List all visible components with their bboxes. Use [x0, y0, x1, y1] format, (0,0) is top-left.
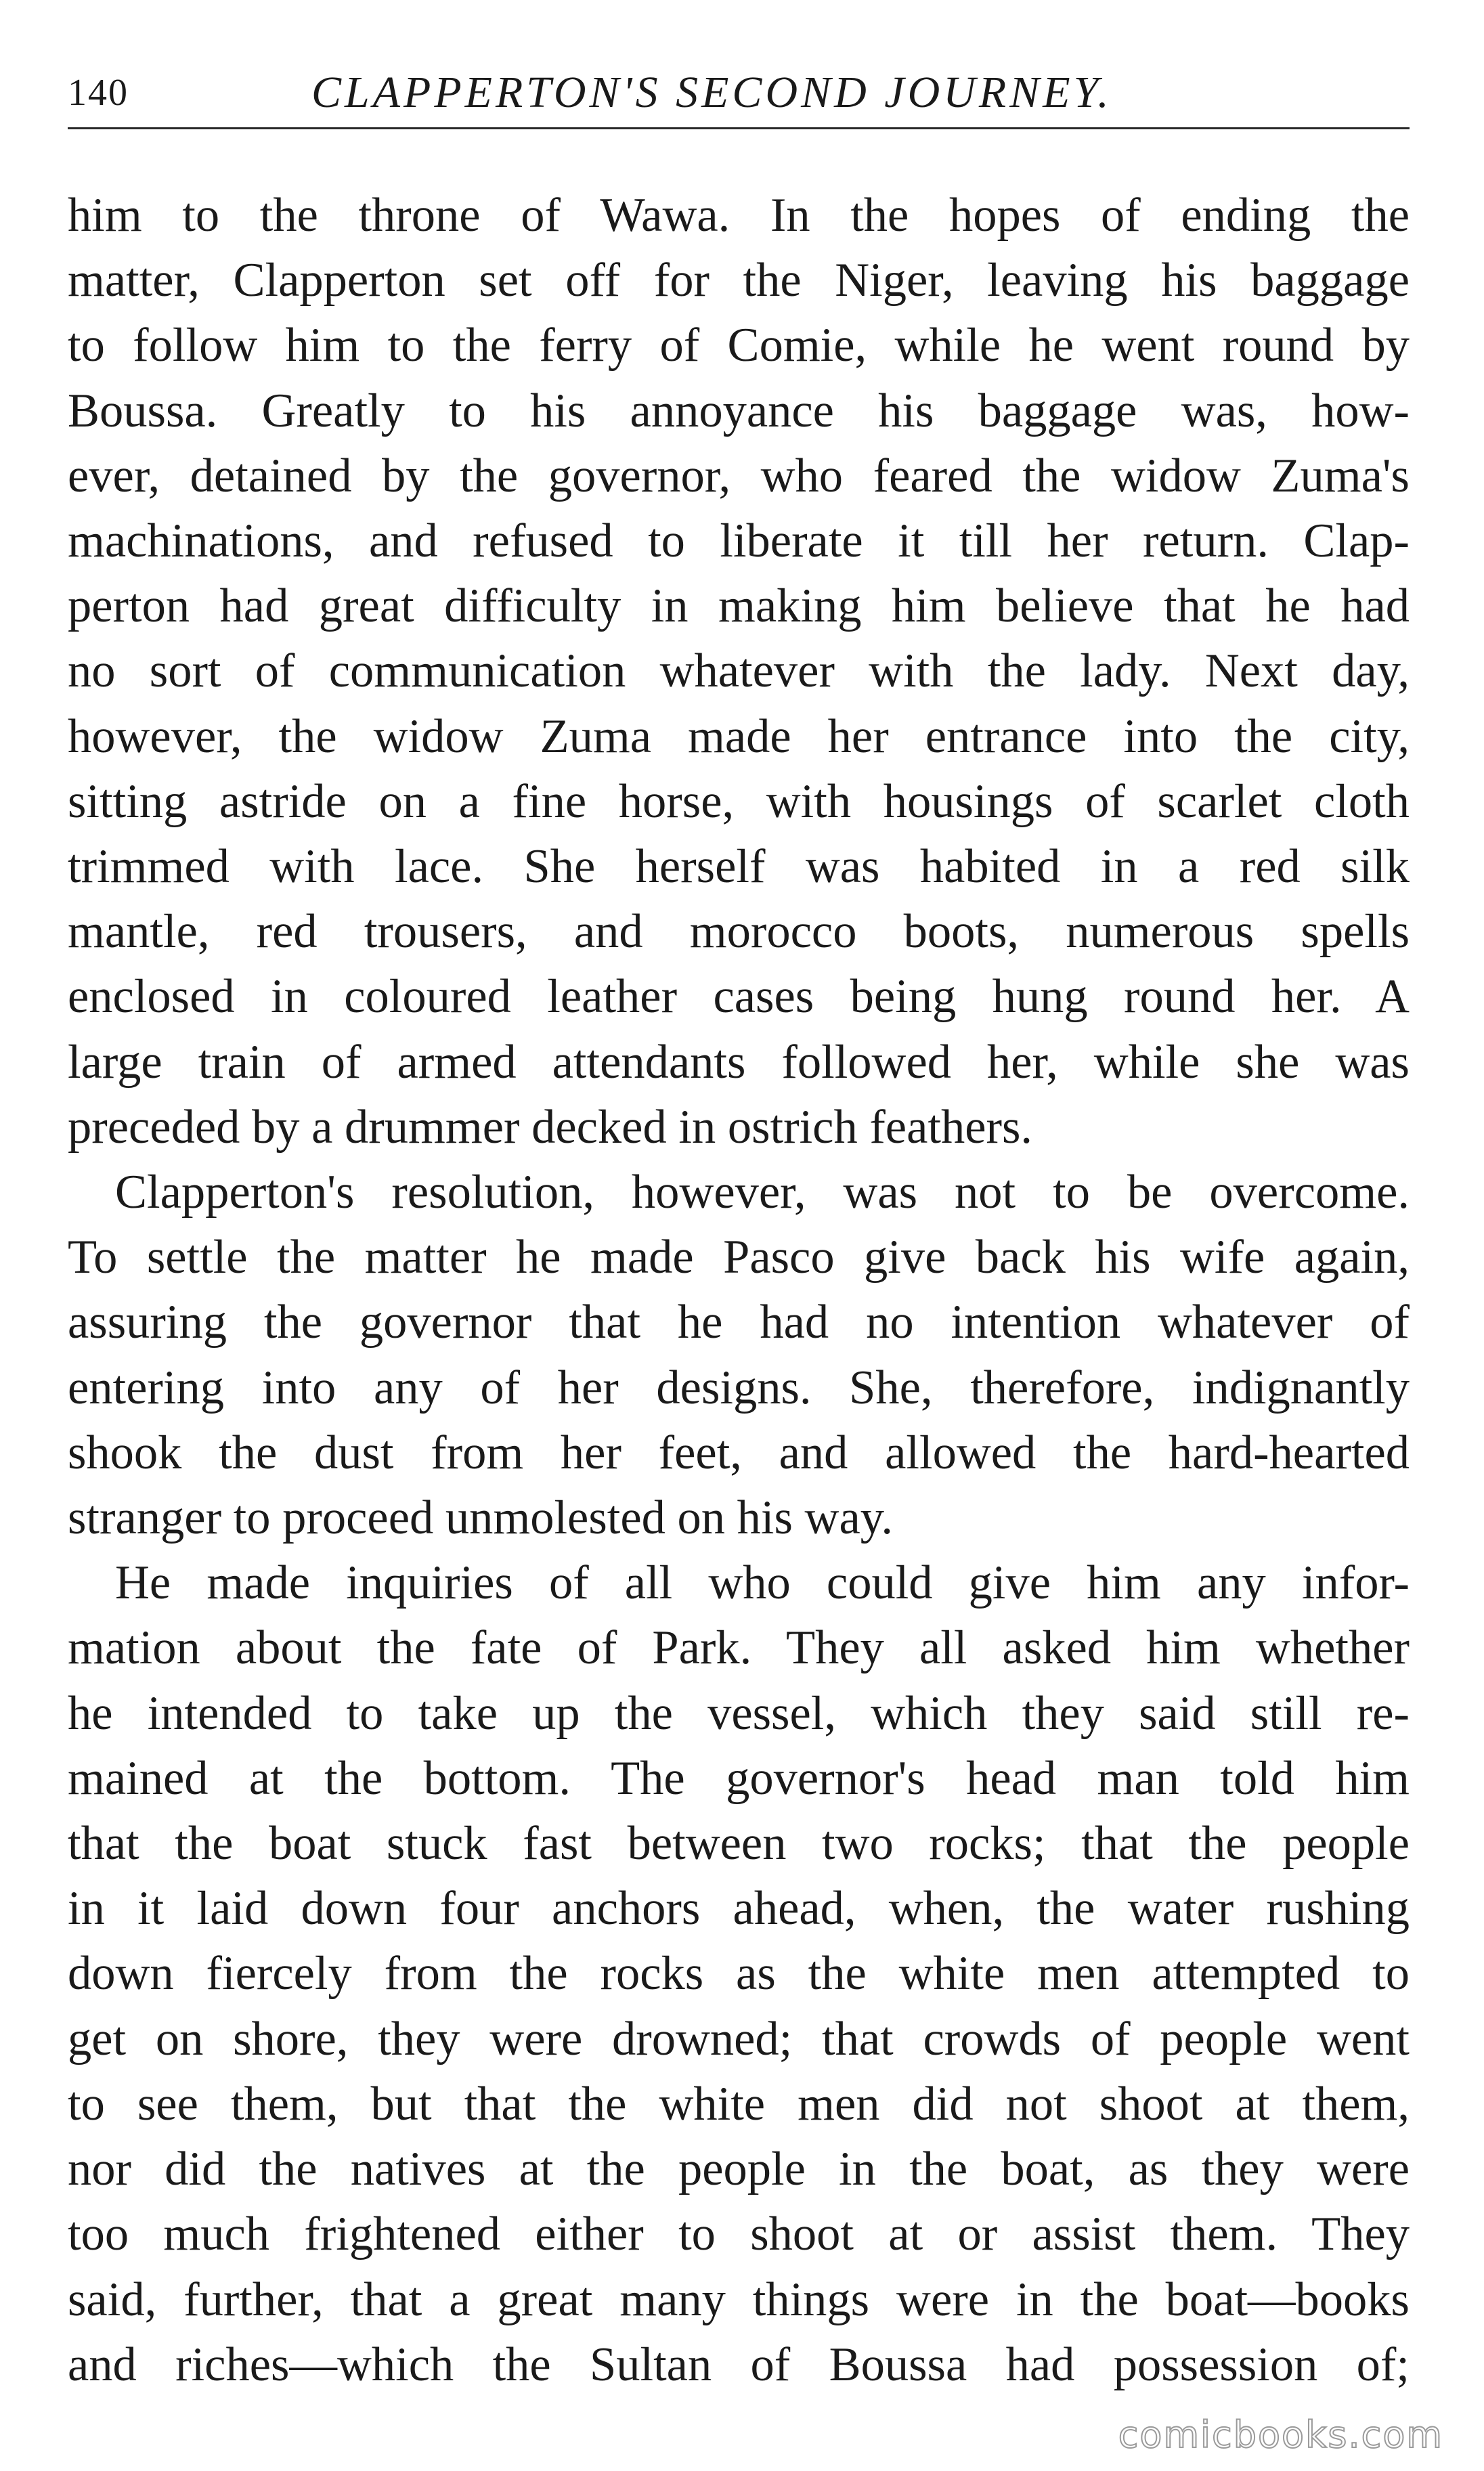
text-line: get on shore, they were drowned; that crowds of people went [68, 2012, 1410, 2065]
text-line: in it laid down four anchors ahead, when, the water rushing [68, 1882, 1410, 1936]
text-line: trimmed with lace. She herself was habited in a red silk [68, 840, 1410, 894]
text-line: him to the throne of Wawa. In the hopes of ending the [68, 189, 1410, 242]
text-line: Boussa. Greatly to his annoyance his baggage was, how- [68, 384, 1410, 437]
text-line: to follow him to the ferry of Comie, while he went round by [68, 319, 1410, 372]
text-line: nor did the natives at the people in the boat, as they were [68, 2143, 1410, 2196]
page-number: 140 [68, 72, 129, 114]
running-title: CLAPPERTON'S SECOND JOURNEY. [311, 68, 1112, 117]
text-line: ever, detained by the governor, who feared the widow Zuma's [68, 449, 1410, 502]
text-line: mained at the bottom. The governor's head man told him [68, 1751, 1410, 1805]
text-line: however, the widow Zuma made her entrance into the city, [68, 709, 1410, 763]
text-line: and riches—which the Sultan of Boussa had possession of; [68, 2338, 1410, 2391]
text-line: sitting astride on a fine horse, with housings of scarlet cloth [68, 774, 1410, 828]
watermark: comicbooks.com [1118, 2413, 1443, 2456]
paragraph-1 [68, 183, 1410, 1160]
text-line: he intended to take up the vessel, which they said still re- [68, 1686, 1410, 1740]
text-line: shook the dust from her feet, and allowed the hard-hearted [68, 1426, 1410, 1479]
text-line: that the boat stuck fast between two rocks; that the people [68, 1817, 1410, 1871]
text-line: To settle the matter he made Pasco give back his wife again, [68, 1231, 1410, 1284]
text-line last-line: stranger to proceed unmolested on his way. [68, 1491, 894, 1545]
text-line: Clapperton's resolution, however, was not to be overcome. [115, 1166, 1410, 1219]
text-line: matter, Clapperton set off for the Niger, leaving his baggage [68, 254, 1410, 307]
header-rule [68, 127, 1410, 129]
text-line last-line: preceded by a drummer decked in ostrich feathers. [68, 1100, 1033, 1154]
text-line: to see them, but that the white men did not shoot at them, [68, 2077, 1410, 2130]
text-line: too much frightened either to shoot at or assist them. They [68, 2208, 1410, 2261]
text-line: said, further, that a great many things were in the boat—books [68, 2273, 1410, 2326]
text-line: enclosed in coloured leather cases being hung round her. A [68, 970, 1410, 1024]
text-line: assuring the governor that he had no intention whatever of [68, 1296, 1410, 1349]
paragraph-2 [68, 1160, 1410, 1550]
text-line: machinations, and refused to liberate it till her return. Clap- [68, 515, 1410, 568]
text-line: perton had great difficulty in making him believe that he had [68, 580, 1410, 633]
text-line: mation about the fate of Park. They all asked him whether [68, 1621, 1410, 1675]
text-line: large train of armed attendants followed her, while she was [68, 1035, 1410, 1089]
running-head [68, 64, 1408, 125]
text-line: mantle, red trousers, and morocco boots, numerous spells [68, 905, 1410, 959]
text-line: down fiercely from the rocks as the white men attempted to [68, 1947, 1410, 2000]
paragraph-3 [68, 1550, 1410, 2397]
body-text [68, 183, 1410, 2397]
text-line: no sort of communication whatever with the lady. Next day, [68, 644, 1410, 698]
text-line: entering into any of her designs. She, therefore, indignantly [68, 1361, 1410, 1414]
text-line: He made inquiries of all who could give him any infor- [115, 1556, 1410, 1610]
